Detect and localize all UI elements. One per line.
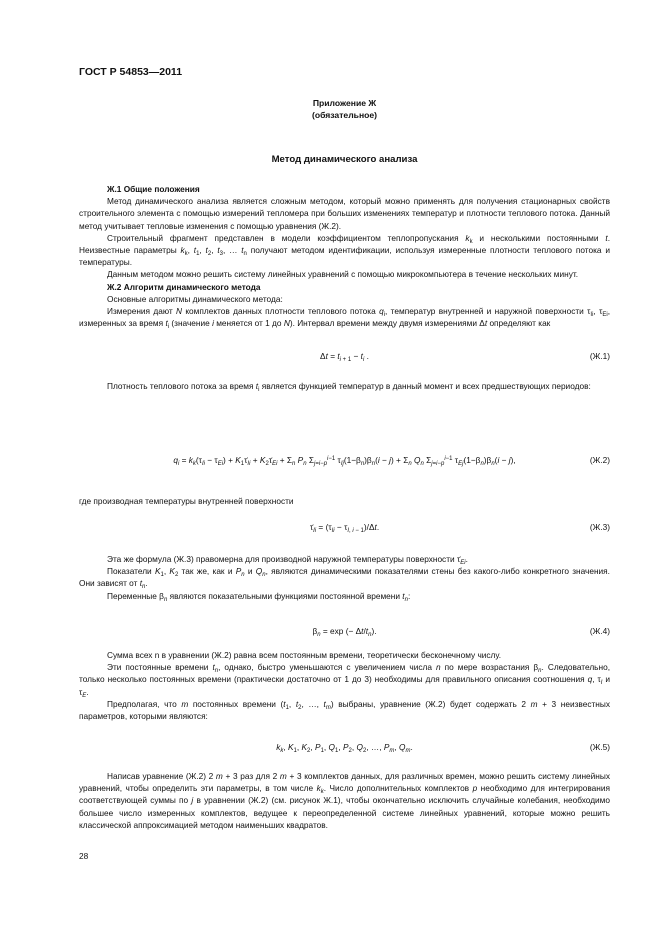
equation-4: $\beta_n = \exp$ (− $\Delta t/t_n$). (Ж.4) [312, 626, 610, 638]
section-2-heading: Ж.2 Алгоритм динамического метода [107, 281, 261, 292]
equation-2-number: (Ж.2) [589, 455, 610, 465]
s2-paragraph-11: Написав уравнение (Ж.2) 2 m + 3 раз для 2 m + 3 комплектов данных, для различных времен, можно решить систему линейных уравнений, чтобы определить эти параметры, в том числе $k_k$. Число дополнительных комплектов p необходимо для интегрирования соответствующей суммы по j в уравнении (Ж.2) (см. рисунок Ж.1), чтобы окончательно исключить случайные колебания, необходимо большее число измеренных комплектов, ведущее к переопределенной системе линейных уравнений, которые можно решить классической аппроксимацией методом наименьших квадратов. [79, 771, 611, 830]
equation-5: $k_k$, $K_1$, $K_2$, $P_1$, $Q_1$, $P_2$, $Q_2$, …, $P_m$, $Q_m$. (Ж.5) [276, 742, 610, 754]
s2-paragraph-2: Измерения дают N комплектов данных плотности теплового потока $q_i$, температур внутренней и наружной поверхности $\tau_{Ii}$, $\tau_{Ei}$, измеренных за время $t_i$ (значение i меняется от 1 до N). Интервал времени между двумя измерениями Δt определяют как [79, 306, 610, 331]
page-number: 28 [79, 851, 89, 861]
section-2-final [79, 770, 610, 831]
equation-1-number: (Ж.1) [589, 351, 610, 361]
s2-paragraph-10: Предполагая, что m постоянных времени ($t_1$, $t_2$, …, $t_m$) выбраны, уравнение (Ж.2) будет содержать 2 m + 3 неизвестных параметров, которыми являются: [79, 698, 610, 722]
equation-1: $\Delta t = t_{i + 1} - t_i$ . (Ж.1) [320, 351, 610, 363]
s2-paragraph-5: Эта же формула (Ж.3) правомерна для производной наружной температуры поверхности $\tau̇_{Ei}$. [107, 554, 468, 566]
s2-paragraph-1: Основные алгоритмы динамического метода: [107, 293, 283, 304]
equation-5-number: (Ж.5) [589, 742, 610, 752]
s2-paragraph-8: Сумма всех n в уравнении (Ж.2) равна всем постоянным времени, теоретически бесконечному числу. [107, 650, 502, 660]
s1-paragraph-1: Метод динамического анализа является сложным методом, который можно применять для получения стационарных свойств строительного элемента с помощью измерений тепломера при больших изменениях температур и плотности теплового потока. Данный метод учитывает тепловые изменения с помощью уравнения (Ж.2). [79, 196, 610, 231]
s2-paragraph-6: Показатели $K_1$, $K_2$ так же, как и $P_n$ и $Q_n$, являются динамическими показателями стены без какого-либо конкретного значения. Они зависят от $t_n$. [79, 566, 610, 591]
equation-3-number: (Ж.3) [589, 522, 610, 532]
paragraph-derivative: где производная температуры внутренней поверхности [79, 496, 294, 506]
appendix-subtitle: (обязательное) [311, 110, 378, 120]
s2-paragraph-7: Переменные $\beta_n$ являются показательными функциями постоянной времени $t_n$: [107, 590, 411, 603]
equation-2: $q_i = k_k(\tau_{Ii} - \tau_{Ei})$ + $K_1\tau̇_{Ii}$ + $K_2\tau̇_{Ei} + \Sigma_n$ $P_n$ $\Sigma_{j=i-p}^{i-1}$ $\tau_{Ij}(1-\beta_n)\beta_n(i - j) + \Sigma_n$ $Q_n$ $\Sigma_{j=i-p}^{i-1}$ $\tau_{Ej}(1-\beta_n)\beta_n(i - j)$, (Ж.2) [173, 455, 610, 467]
paragraph-heat-flux: Плотность теплового потока за время $t_i$ является функцией температур в данный момент и всех предшествующих периодов: [107, 381, 591, 393]
equation-4-number: (Ж.4) [589, 626, 610, 636]
appendix-heading [79, 97, 610, 121]
appendix-title: Приложение Ж [312, 98, 377, 108]
s1-paragraph-3: Данным методом можно решить систему линейных уравнений с помощью микрокомпьютера в течение нескольких минут. [107, 269, 579, 280]
section-2-continued [79, 553, 610, 602]
s1-paragraph-2: Строительный фрагмент представлен в модели коэффициентом теплопропускания $k_k$ и несколькими постоянными t. Неизвестные параметры $k_k$, $t_1$, $t_2$, $t_3$, … $t_n$ получают методом идентификации, используя измеренные плотности теплового потока и температуры. [79, 232, 610, 268]
section-2-time-constants [79, 649, 610, 722]
page-title: Метод динамического анализа [271, 154, 418, 165]
s2-paragraph-9: Эти постоянные времени $t_n$, однако, быстро уменьшаются с увеличением числа n по мере возрастания $\beta_n$. Следовательно, только несколько постоянных времени (практически достаточно от 1 до 3) необходимы для правильного описания соотношения q, $\tau_I$ и $\tau_E$. [79, 662, 611, 699]
document-header: ГОСТ Р 54853—2011 [79, 66, 183, 78]
equation-3: $\tau̇_{Ii} = (\tau_{Ii} - \tau_{I, i - 1})/\Delta t$. (Ж.3) [309, 522, 610, 534]
section-1-heading: Ж.1 Общие положения [107, 184, 200, 194]
section-1 [79, 183, 610, 329]
